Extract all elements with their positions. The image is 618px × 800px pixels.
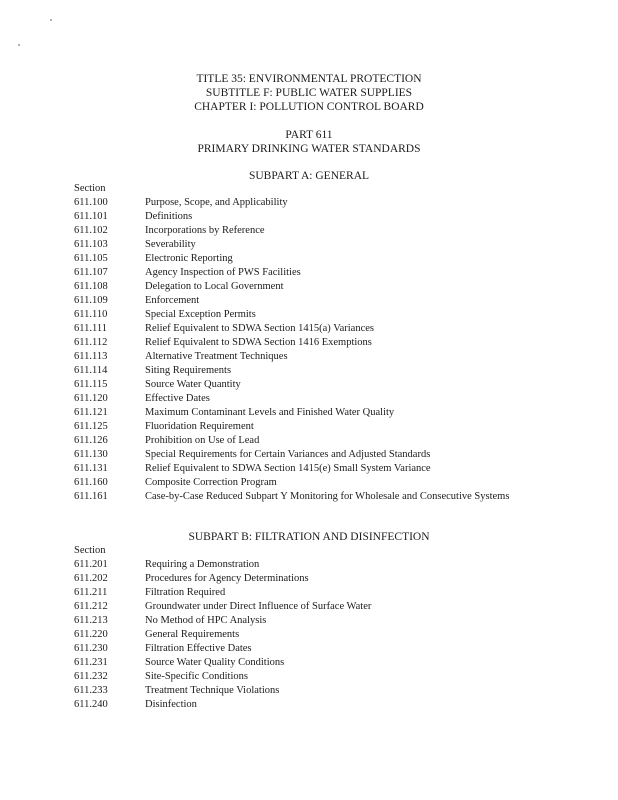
section-number: 611.220 [74,629,108,640]
section-entry [74,294,544,308]
section-title: Source Water Quality Conditions [145,657,285,668]
section-title: General Requirements [145,629,240,640]
section-number: 611.113 [74,351,108,362]
section-entry [74,656,544,670]
section-title: Prohibition on Use of Lead [145,435,260,446]
section-entry [74,196,544,210]
section-number: 611.109 [74,295,108,306]
section-entry [74,266,544,280]
section-title: Relief Equivalent to SDWA Section 1416 Exemptions [145,337,372,348]
section-number: 611.110 [74,309,108,320]
section-number: 611.121 [74,407,108,418]
section-entry [74,364,544,378]
section-entry [74,448,544,462]
section-entry [74,490,544,504]
section-number: 611.114 [74,365,108,376]
section-entry [74,684,544,698]
subpart-a-section-list [74,196,544,504]
section-title: Agency Inspection of PWS Facilities [145,267,301,278]
section-title: Fluoridation Requirement [145,421,254,432]
section-title: Electronic Reporting [145,253,233,264]
section-number: 611.230 [74,643,108,654]
section-title: Site-Specific Conditions [145,671,248,682]
section-entry [74,462,544,476]
scan-speck [18,44,20,46]
section-entry [74,558,544,572]
section-number: 611.108 [74,281,108,292]
section-number: 611.232 [74,671,108,682]
section-entry [74,572,544,586]
section-title: Alternative Treatment Techniques [145,351,288,362]
section-title: Special Requirements for Certain Variances and Adjusted Standards [145,449,431,460]
section-number: 611.131 [74,463,108,474]
document-header [0,72,618,156]
section-title: Treatment Technique Violations [145,685,280,696]
section-entry [74,698,544,712]
section-title: Groundwater under Direct Influence of Surface Water [145,601,372,612]
section-number: 611.211 [74,587,108,598]
section-entry [74,406,544,420]
section-title: Maximum Contaminant Levels and Finished Water Quality [145,407,395,418]
section-number: 611.100 [74,197,108,208]
section-number: 611.160 [74,477,108,488]
subpart-b-section-label: Section [74,545,106,556]
section-title: Source Water Quantity [145,379,241,390]
section-entry [74,642,544,656]
section-title: Filtration Required [145,587,226,598]
section-number: 611.111 [74,323,107,334]
subpart-a-section-label: Section [74,183,106,194]
section-entry [74,670,544,684]
section-title: Requiring a Demonstration [145,559,260,570]
section-number: 611.125 [74,421,108,432]
section-title: Disinfection [145,699,197,710]
section-number: 611.130 [74,449,108,460]
section-entry [74,252,544,266]
section-title: Delegation to Local Government [145,281,284,292]
section-title: Relief Equivalent to SDWA Section 1415(e) Small System Variance [145,463,431,474]
section-entry [74,614,544,628]
section-number: 611.107 [74,267,108,278]
section-title: Severability [145,239,196,250]
part-title-line: PRIMARY DRINKING WATER STANDARDS [197,143,421,155]
section-number: 611.161 [74,491,108,502]
section-entry [74,322,544,336]
section-number: 611.105 [74,253,108,264]
subpart-b-section-list [74,558,544,712]
section-number: 611.112 [74,337,108,348]
section-title: Special Exception Permits [145,309,256,320]
section-title: No Method of HPC Analysis [145,615,267,626]
section-title: Incorporations by Reference [145,225,265,236]
section-entry [74,392,544,406]
section-title: Effective Dates [145,393,210,404]
section-entry [74,628,544,642]
section-title: Filtration Effective Dates [145,643,252,654]
section-number: 611.103 [74,239,108,250]
section-number: 611.120 [74,393,108,404]
section-entry [74,336,544,350]
section-number: 611.213 [74,615,108,626]
section-entry [74,600,544,614]
section-entry [74,238,544,252]
section-title: Relief Equivalent to SDWA Section 1415(a) Variances [145,323,375,334]
section-title: Definitions [145,211,193,222]
section-title: Composite Correction Program [145,477,277,488]
section-number: 611.115 [74,379,108,390]
section-title: Purpose, Scope, and Applicability [145,197,288,208]
subtitle-line: SUBTITLE F: PUBLIC WATER SUPPLIES [205,87,413,99]
section-entry [74,308,544,322]
section-number: 611.202 [74,573,108,584]
chapter-line: CHAPTER I: POLLUTION CONTROL BOARD [194,101,424,113]
title-line: TITLE 35: ENVIRONMENTAL PROTECTION [196,73,422,85]
section-title: Case-by-Case Reduced Subpart Y Monitoring for Wholesale and Consecutive Systems [145,491,510,502]
section-number: 611.231 [74,657,108,668]
section-title: Enforcement [145,295,200,306]
section-entry [74,280,544,294]
section-entry [74,350,544,364]
section-title: Procedures for Agency Determinations [145,573,309,584]
section-entry [74,476,544,490]
subpart-b-heading: SUBPART B: FILTRATION AND DISINFECTION [188,531,430,543]
section-number: 611.102 [74,225,108,236]
section-entry [74,224,544,238]
subpart-a-heading: SUBPART A: GENERAL [248,170,370,182]
section-number: 611.126 [74,435,108,446]
section-number: 611.212 [74,601,108,612]
section-entry [74,378,544,392]
section-number: 611.240 [74,699,108,710]
section-number: 611.233 [74,685,108,696]
section-entry [74,210,544,224]
section-number: 611.201 [74,559,108,570]
section-entry [74,586,544,600]
section-entry [74,434,544,448]
scan-speck [50,19,52,21]
section-entry [74,420,544,434]
section-number: 611.101 [74,211,108,222]
section-title: Siting Requirements [145,365,232,376]
part-line: PART 611 [285,129,333,141]
